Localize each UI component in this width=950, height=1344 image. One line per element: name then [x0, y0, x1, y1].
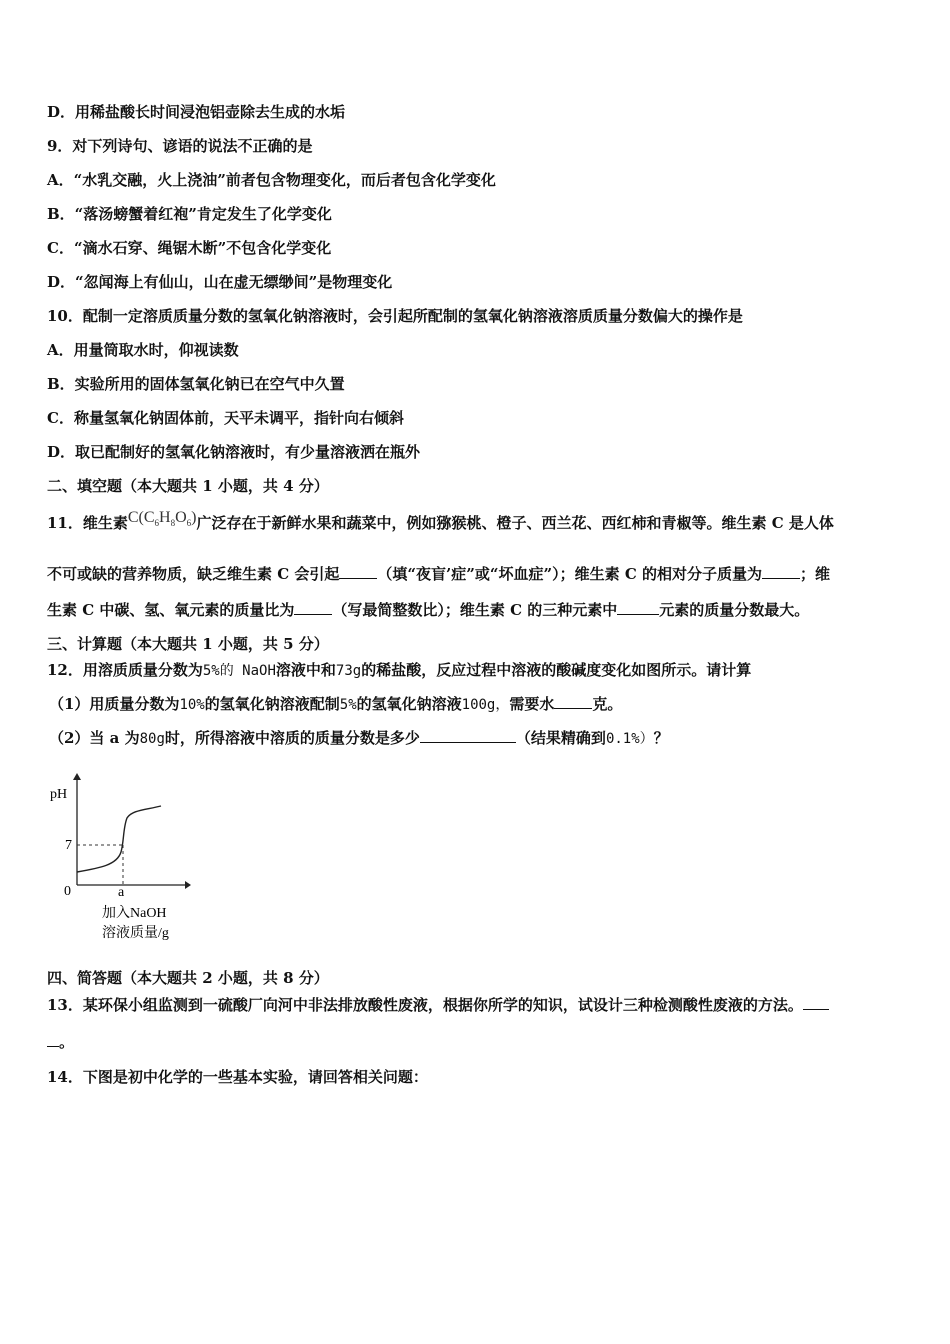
answer-blank[interactable]	[47, 1032, 59, 1047]
q10-option-a: A．用量筒取水时，仰视读数	[47, 341, 239, 359]
y-axis	[73, 773, 81, 885]
q9-option-c: C．“滴水石穿、绳锯木断”不包含化学变化	[47, 239, 332, 257]
question-12-part2: （2）当 a 为80g时，所得溶液中溶质的质量分数是多少 （结果精确到0.1%）？	[49, 729, 669, 747]
q10-option-b: B．实验所用的固体氢氧化钠已在空气中久置	[47, 375, 345, 393]
q10-option-d: D．取已配制好的氢氧化钠溶液时，有少量溶液洒在瓶外	[47, 443, 421, 461]
q9-option-d: D．“忽闻海上有仙山，山在虚无缥缈间”是物理变化	[47, 273, 393, 291]
question-11-line3: 生素 C 中碳、氢、氧元素的质量比为 （写最简整数比）；维生素 C 的三种元素中 元素的质量分数最大。	[47, 601, 810, 619]
answer-blank[interactable]	[617, 600, 659, 615]
x-axis-label-line1: 加入NaOH	[102, 906, 167, 921]
question-12: 12．用溶质质量分数为5%的 NaOH溶液中和73g的稀盐酸，反应过程中溶液的酸碱度变化如图所示。请计算	[47, 661, 752, 679]
y-tick-7: 7	[65, 838, 72, 853]
y-axis-label: pH	[50, 787, 68, 802]
answer-blank[interactable]	[420, 728, 516, 743]
question-14: 14．下图是初中化学的一些基本实验，请回答相关问题：	[47, 1068, 428, 1086]
section-3-heading: 三、计算题（本大题共 1 小题，共 5 分）	[47, 635, 329, 653]
question-13: 13．某环保小组监测到一硫酸厂向河中非法排放酸性废液，根据你所学的知识，试设计三种检测酸性废液的方法。	[47, 995, 829, 1015]
question-10: 10．配制一定溶质质量分数的氢氧化钠溶液时，会引起所配制的氢氧化钠溶液溶质质量分数偏大的操作是	[47, 307, 743, 325]
ph-curve	[77, 806, 161, 872]
answer-blank[interactable]	[339, 564, 377, 579]
ph-chart	[45, 770, 205, 945]
q9-option-a: A．“水乳交融，火上浇油”前者包含物理变化，而后者包含化学变化	[47, 171, 496, 189]
vitamin-c-formula: $C(C_6H_8O_6)$	[127, 509, 197, 529]
x-tick-a: a	[118, 885, 125, 900]
x-axis-label-line2: 溶液质量/g	[102, 926, 169, 941]
question-11-line1	[47, 509, 834, 539]
question-13-end: 。	[47, 1032, 74, 1052]
answer-blank[interactable]	[762, 564, 800, 579]
q11-prefix: 11．维生素	[47, 514, 128, 532]
answer-blank[interactable]	[554, 694, 592, 709]
question-11-line2: 不可或缺的营养物质，缺乏维生素 C 会引起 （填“夜盲’症”或“坏血症”）；维生素 C 的相对分子质量为 ；维	[47, 565, 831, 583]
origin-label: 0	[64, 884, 71, 899]
answer-blank[interactable]	[294, 600, 332, 615]
question-9: 9．对下列诗句、谚语的说法不正确的是	[47, 137, 313, 155]
q11-suffix: 广泛存在于新鲜水果和蔬菜中，例如猕猴桃、橙子、西兰花、西红柿和青椒等。维生素 C 是人体	[196, 514, 834, 532]
section-4-heading: 四、简答题（本大题共 2 小题，共 8 分）	[47, 969, 329, 987]
q10-option-c: C．称量氢氧化钠固体前，天平未调平，指针向右倾斜	[47, 409, 404, 427]
x-axis	[77, 881, 191, 889]
section-2-heading: 二、填空题（本大题共 1 小题，共 4 分）	[47, 477, 329, 495]
option-d-prev: D．用稀盐酸长时间浸泡铝壶除去生成的水垢	[47, 103, 346, 121]
q9-option-b: B．“落汤螃蟹着红袍”肯定发生了化学变化	[47, 205, 332, 223]
question-12-part1: （1）用质量分数为10%的氢氧化钠溶液配制5%的氢氧化钠溶液100g，需要水 克。	[49, 695, 623, 713]
answer-blank[interactable]	[803, 995, 829, 1010]
